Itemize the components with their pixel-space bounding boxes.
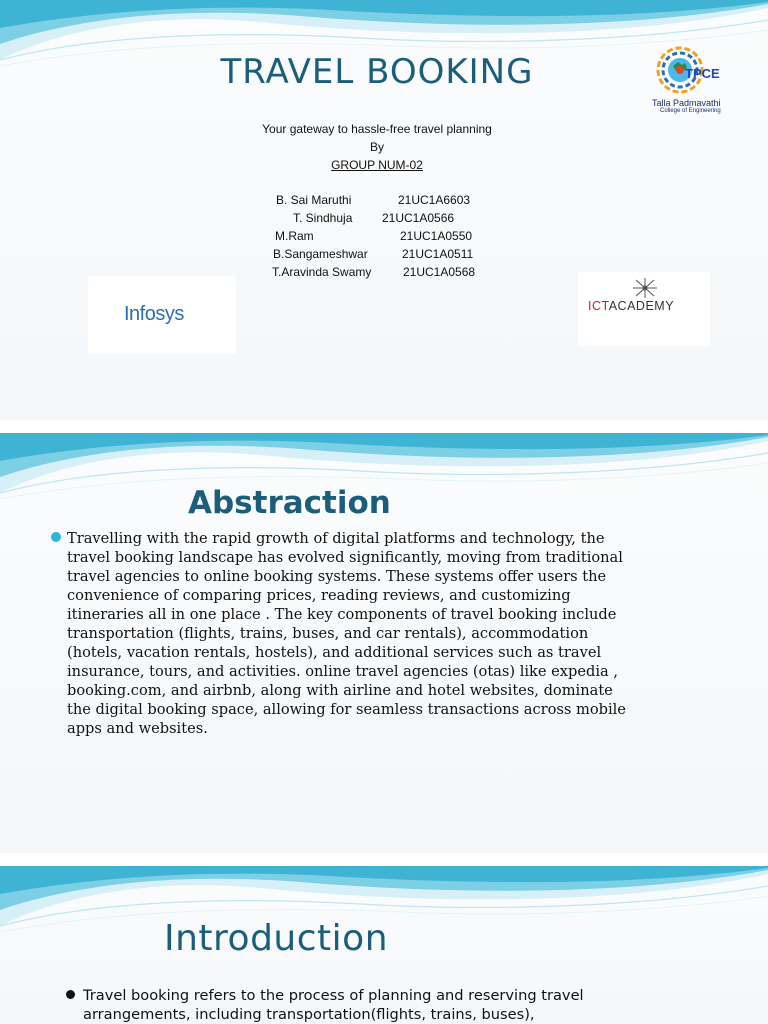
ict-emblem-icon (632, 278, 658, 298)
infosys-wordmark: Infosys (124, 303, 184, 325)
section-title: Abstraction (188, 485, 391, 521)
academy-word: ACADEMY (608, 299, 675, 313)
tpce-subtitle: College of Engineering (660, 108, 721, 114)
member-id: 21UC1A6603 (398, 193, 471, 207)
slide-gap (0, 853, 768, 866)
member-id: 21UC1A0511 (402, 247, 474, 261)
member-id: 21UC1A0550 (400, 229, 473, 243)
member-id: 21UC1A0566 (382, 211, 455, 225)
member-name: T.Aravinda Swamy (272, 265, 372, 279)
slide-title (0, 0, 768, 420)
by-label: By (369, 140, 384, 154)
slide-introduction (0, 866, 768, 1024)
slide-gap (0, 420, 768, 433)
bullet-icon (51, 532, 61, 542)
member-id: 21UC1A0568 (403, 265, 476, 279)
slide-abstraction (0, 433, 768, 853)
ict-word: ICT (588, 299, 609, 313)
ict-academy-logo (578, 272, 710, 346)
bullet-icon (66, 990, 75, 999)
tagline: Your gateway to hassle-free travel planning (262, 122, 492, 136)
abstract-paragraph: Travelling with the rapid growth of digital platforms and technology, the travel booking landscape has evolved significantly, moving from traditional travel agencies to online booking systems. These systems offer users the convenience of comparing prices, reading reviews, and customizing itineraries all in one place . The key components of travel booking include transportation (flights, trains, buses, and car rentals), accommodation (hotels, vacation rentals, hostels), and additional services such as travel insurance, tours, and activities. online travel agencies (otas) like expedia , booking.com, and airbnb, along with airline and hotel websites, dominate the digital booking space, allowing for seamless transactions across mobile apps and websites. (67, 530, 626, 737)
member-name: T. Sindhuja (293, 211, 353, 225)
member-name: B. Sai Maruthi (276, 193, 352, 207)
intro-paragraph: Travel booking refers to the process of planning and reserving travel arrangements, including transportation(flights, trains, buses), (83, 987, 584, 1023)
group-label: GROUP NUM-02 (331, 158, 423, 172)
ict-wordmark (588, 299, 674, 313)
tpce-mark: TPCE (685, 66, 720, 81)
member-name: B.Sangameshwar (273, 247, 368, 261)
tpce-name: Talla Padmavathi (652, 98, 721, 108)
section-title: Introduction (164, 918, 389, 959)
tpce-logo (640, 44, 744, 126)
slide-title-text: TRAVEL BOOKING (220, 52, 534, 92)
infosys-logo (88, 276, 236, 354)
member-name: M.Ram (275, 229, 314, 243)
